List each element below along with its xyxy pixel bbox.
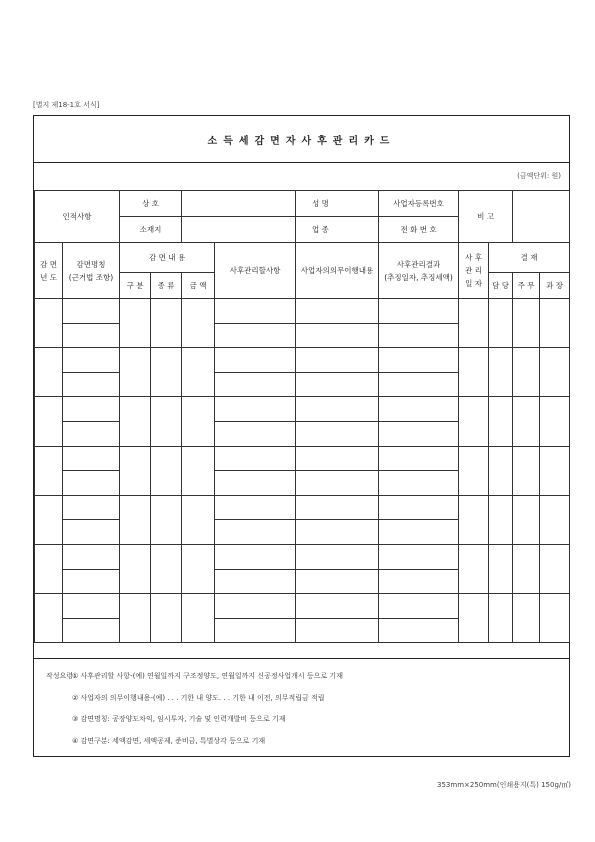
- duty-cell[interactable]: [296, 471, 379, 496]
- year-cell[interactable]: [35, 594, 63, 643]
- entry-row: [35, 446, 570, 471]
- manager-sign-cell[interactable]: [540, 299, 570, 348]
- bizno-label: 사업자등록번호: [379, 191, 459, 217]
- reason-cell[interactable]: [63, 372, 120, 397]
- duty-cell[interactable]: [296, 323, 379, 348]
- followup-header: 사후관리할사항: [215, 243, 296, 299]
- year-cell[interactable]: [35, 544, 63, 593]
- reason-header: 감면명칭 (근거법 조항): [63, 243, 120, 299]
- duty-cell[interactable]: [296, 348, 379, 373]
- note-value: [513, 191, 570, 243]
- address-label: 소재지: [120, 217, 182, 243]
- duty-cell[interactable]: [296, 495, 379, 520]
- date-cell[interactable]: [459, 446, 489, 495]
- staff-sign-cell[interactable]: [489, 495, 513, 544]
- followup-cell[interactable]: [215, 520, 296, 545]
- reason-cell[interactable]: [63, 471, 120, 496]
- followup-cell[interactable]: [215, 446, 296, 471]
- reason-cell[interactable]: [63, 520, 120, 545]
- duty-cell[interactable]: [296, 594, 379, 619]
- followup-cell[interactable]: [215, 618, 296, 643]
- duty-cell[interactable]: [296, 544, 379, 569]
- category-cell[interactable]: [120, 446, 151, 495]
- duty-cell[interactable]: [296, 520, 379, 545]
- category-cell[interactable]: [120, 495, 151, 544]
- reason-cell[interactable]: [63, 299, 120, 324]
- date-cell[interactable]: [459, 348, 489, 397]
- amount-header: 금 액: [182, 273, 215, 299]
- duty-cell[interactable]: [296, 421, 379, 446]
- followup-cell[interactable]: [215, 594, 296, 619]
- result-cell[interactable]: [379, 544, 459, 569]
- duty-cell[interactable]: [296, 618, 379, 643]
- followup-cell[interactable]: [215, 397, 296, 422]
- kind-cell[interactable]: [151, 594, 182, 643]
- entry-rows: [35, 299, 570, 643]
- followup-cell[interactable]: [215, 471, 296, 496]
- instruction-item: ③ 감면명칭: 공장양도차익, 임시투자, 기술 및 인력개발비 등으로 기재: [72, 715, 286, 723]
- reason-cell[interactable]: [63, 544, 120, 569]
- duty-cell[interactable]: [296, 372, 379, 397]
- result-cell[interactable]: [379, 397, 459, 422]
- year-cell[interactable]: [35, 495, 63, 544]
- kind-cell[interactable]: [151, 299, 182, 348]
- date-cell[interactable]: [459, 299, 489, 348]
- amount-cell[interactable]: [182, 299, 215, 348]
- name-label: 성 명: [296, 191, 379, 217]
- contents-header: 감 면 내 용: [120, 243, 215, 273]
- amount-cell[interactable]: [182, 397, 215, 446]
- duty-cell[interactable]: [296, 397, 379, 422]
- result-cell[interactable]: [379, 495, 459, 520]
- manager-sign-cell[interactable]: [540, 348, 570, 397]
- duty-cell[interactable]: [296, 299, 379, 324]
- kind-header: 종 류: [151, 273, 182, 299]
- paper-spec: 353mm×250mm(인쇄용지(특) 150g/㎡): [437, 781, 571, 789]
- instruction-item: ④ 감면구분: 세액감면, 세액공제, 준비금, 특별상각 등으로 기재: [72, 737, 266, 745]
- chief-sign-cell[interactable]: [513, 495, 540, 544]
- year-cell[interactable]: [35, 299, 63, 348]
- chief-sign-cell[interactable]: [513, 544, 540, 593]
- amount-cell[interactable]: [182, 594, 215, 643]
- amount-cell[interactable]: [182, 544, 215, 593]
- reason-cell[interactable]: [63, 446, 120, 471]
- reason-cell[interactable]: [63, 421, 120, 446]
- amount-cell[interactable]: [182, 446, 215, 495]
- manager-sign-cell[interactable]: [540, 397, 570, 446]
- approval-header: 결 재: [489, 243, 570, 273]
- trade-name-label: 상 호: [120, 191, 182, 217]
- kind-cell[interactable]: [151, 544, 182, 593]
- kind-cell[interactable]: [151, 446, 182, 495]
- result-cell[interactable]: [379, 299, 459, 324]
- reason-cell[interactable]: [63, 323, 120, 348]
- duty-header: 사업자의의무이행내용: [296, 243, 379, 299]
- result-cell[interactable]: [379, 323, 459, 348]
- staff-sign-cell[interactable]: [489, 446, 513, 495]
- result-header: 사후관리결과 (추징일자, 추징세액): [379, 243, 459, 299]
- category-cell[interactable]: [120, 299, 151, 348]
- duty-cell[interactable]: [296, 569, 379, 594]
- year-cell[interactable]: [35, 446, 63, 495]
- instructions-heading: 작성요령:: [46, 672, 76, 680]
- manager-sign-cell[interactable]: [540, 594, 570, 643]
- followup-cell[interactable]: [215, 348, 296, 373]
- category-cell[interactable]: [120, 348, 151, 397]
- followup-cell[interactable]: [215, 299, 296, 324]
- date-header: 사 후 관 리 일 자: [459, 243, 489, 299]
- reason-cell[interactable]: [63, 495, 120, 520]
- result-cell[interactable]: [379, 594, 459, 619]
- reason-cell[interactable]: [63, 569, 120, 594]
- amount-cell[interactable]: [182, 348, 215, 397]
- manager-sign-cell[interactable]: [540, 544, 570, 593]
- followup-cell[interactable]: [215, 323, 296, 348]
- form-frame: [33, 115, 570, 757]
- entry-row: [35, 299, 570, 324]
- entry-row: [35, 544, 570, 569]
- result-cell[interactable]: [379, 520, 459, 545]
- manager-sign-cell[interactable]: [540, 446, 570, 495]
- instructions: [34, 658, 569, 756]
- followup-cell[interactable]: [215, 569, 296, 594]
- result-cell[interactable]: [379, 446, 459, 471]
- address-value: [182, 217, 296, 243]
- chief-sign-cell[interactable]: [513, 397, 540, 446]
- note-label: 비 고: [459, 191, 513, 243]
- amount-unit: (금액단위: 원): [517, 172, 561, 180]
- date-cell[interactable]: [459, 495, 489, 544]
- year-cell[interactable]: [35, 397, 63, 446]
- year-cell[interactable]: [35, 348, 63, 397]
- personal-info-label: 인적사항: [35, 191, 120, 243]
- kind-cell[interactable]: [151, 348, 182, 397]
- category-header: 구 분: [120, 273, 151, 299]
- staff-sign-cell[interactable]: [489, 299, 513, 348]
- staff-sign-cell[interactable]: [489, 397, 513, 446]
- date-cell[interactable]: [459, 594, 489, 643]
- business-label: 업 종: [296, 217, 379, 243]
- phone-label: 전 화 번 호: [379, 217, 459, 243]
- followup-cell[interactable]: [215, 421, 296, 446]
- entry-row: [35, 348, 570, 373]
- entry-row: [35, 594, 570, 619]
- amount-cell[interactable]: [182, 495, 215, 544]
- form-title: 소득세감면자사후관리카드: [34, 116, 569, 163]
- entry-row: [35, 495, 570, 520]
- category-cell[interactable]: [120, 544, 151, 593]
- reason-cell[interactable]: [63, 594, 120, 619]
- kind-cell[interactable]: [151, 397, 182, 446]
- date-cell[interactable]: [459, 397, 489, 446]
- duty-cell[interactable]: [296, 446, 379, 471]
- category-cell[interactable]: [120, 397, 151, 446]
- form-number-label: [별지 제18-1호 서식]: [33, 101, 100, 109]
- staff-sign-cell[interactable]: [489, 544, 513, 593]
- date-cell[interactable]: [459, 544, 489, 593]
- trade-name-value: [182, 191, 296, 217]
- instruction-item: ② 사업자의 의무이행내용-(예) . . . 기한 내 양도. . . 기한 내 이전, 의무적립금 적립: [72, 694, 325, 702]
- result-cell[interactable]: [379, 348, 459, 373]
- followup-cell[interactable]: [215, 372, 296, 397]
- form-grid: [34, 190, 570, 643]
- instruction-item: ① 사후관리할 사항-(예) 연월일까지 구조정양도, 연월일까지 신공정사업개시 등으로 기재: [72, 672, 343, 680]
- manager-header: 과 장: [540, 273, 570, 299]
- followup-cell[interactable]: [215, 544, 296, 569]
- result-cell[interactable]: [379, 421, 459, 446]
- chief-sign-cell[interactable]: [513, 348, 540, 397]
- chief-sign-cell[interactable]: [513, 299, 540, 348]
- result-cell[interactable]: [379, 618, 459, 643]
- staff-sign-cell[interactable]: [489, 348, 513, 397]
- reason-cell[interactable]: [63, 618, 120, 643]
- reason-cell[interactable]: [63, 348, 120, 373]
- chief-sign-cell[interactable]: [513, 446, 540, 495]
- kind-cell[interactable]: [151, 495, 182, 544]
- result-cell[interactable]: [379, 471, 459, 496]
- year-header: 감 면 년 도: [35, 243, 63, 299]
- reason-cell[interactable]: [63, 397, 120, 422]
- staff-sign-cell[interactable]: [489, 594, 513, 643]
- chief-header: 주 무: [513, 273, 540, 299]
- result-cell[interactable]: [379, 372, 459, 397]
- followup-cell[interactable]: [215, 495, 296, 520]
- manager-sign-cell[interactable]: [540, 495, 570, 544]
- result-cell[interactable]: [379, 569, 459, 594]
- staff-header: 담 당: [489, 273, 513, 299]
- category-cell[interactable]: [120, 594, 151, 643]
- entry-row: [35, 397, 570, 422]
- chief-sign-cell[interactable]: [513, 594, 540, 643]
